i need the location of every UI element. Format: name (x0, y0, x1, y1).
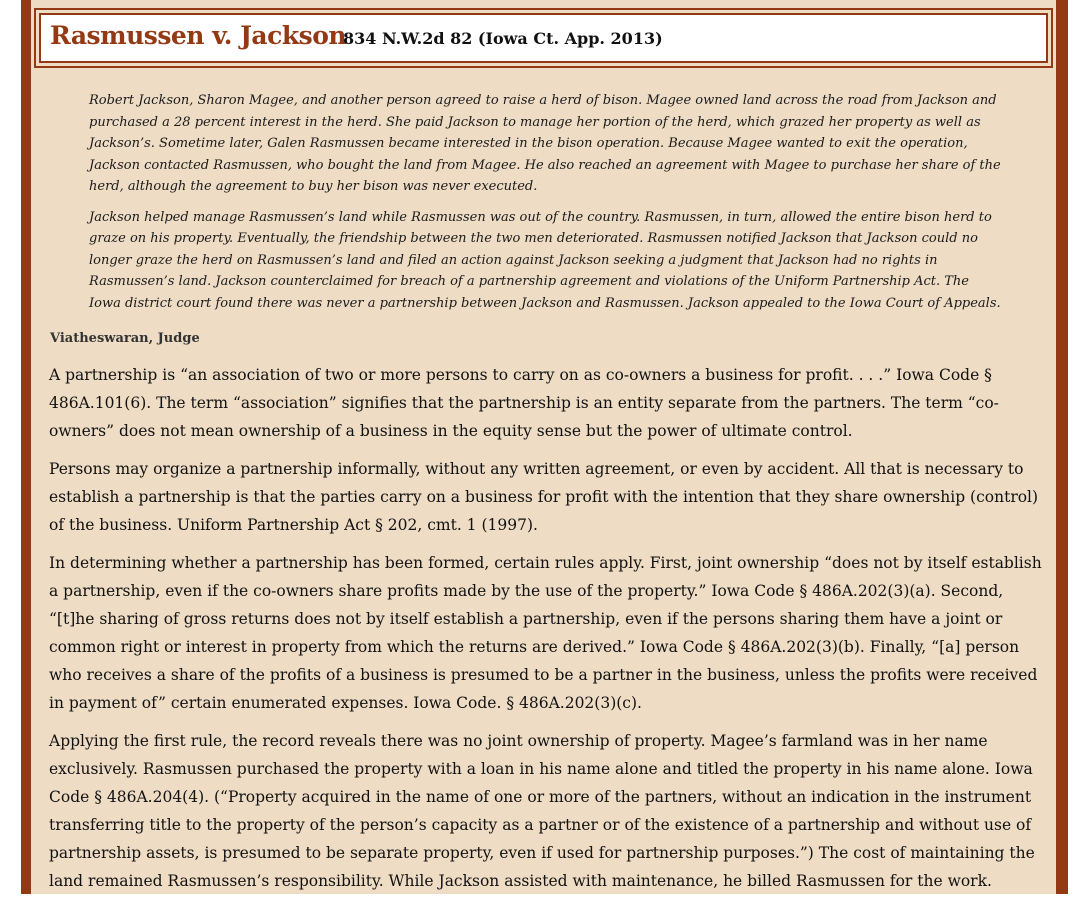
judge-name: Viatheswaran, Judge (50, 331, 200, 346)
opinion-text (49, 361, 1049, 905)
opinion-paragraph: A partnership is “an association of two or more persons to carry on as co-owners a business for profit. . . .” Iowa Code § 486A.101(6). The term “association” signifies that the partnership is an entity separate from the partners. The term “co-owners” does not mean ownership of a business in the equity sense but the power of ultimate control. (49, 366, 999, 440)
summary-paragraph: Jackson helped manage Rasmussen’s land while Rasmussen was out of the country. Rasmussen, in turn, allowed the entire bison herd to graze on his property. Eventually, the friendship between the two men deteriorated. Rasmussen notified Jackson that Jackson could no longer graze the herd on Rasmussen’s land and filed an action against Jackson seeking a judgment that Jackson had no rights in Rasmussen’s land. Jackson counterclaimed for breach of a partnership agreement and violations of the Uniform Partnership Act. The Iowa district court found there was never a partnership between Jackson and Rasmussen. Jackson appealed to the Iowa Court of Appeals. (89, 209, 1001, 311)
case-title: Rasmussen v. Jackson (50, 21, 347, 50)
opinion-paragraph: Persons may organize a partnership informally, without any written agreement, or even by accident. All that is necessary to establish a partnership is that the parties carry on a business for profit with the intention that they share ownership (control) of the business. Uniform Partnership Act § 202, cmt. 1 (1997). (49, 460, 1039, 534)
case-header-inner (39, 13, 1048, 63)
case-citation: 834 N.W.2d 82 (Iowa Ct. App. 2013) (343, 29, 663, 48)
opinion-paragraph: In determining whether a partnership has been formed, certain rules apply. First, joint ownership “does not by itself establish a partnership, even if the co-owners share profits made by the use of the property.” Iowa Code § 486A.202(3)(a). Second, “[t]he sharing of gross returns does not by itself establish a partnership, even if the persons sharing them have a joint or common right or interest in property from which the returns are derived.” Iowa Code § 486A.202(3)(b). Finally, “[a] person who receives a share of the profits of a business is presumed to be a partner in the business, unless the profits were received in payment of” certain enumerated expenses. Iowa Code. § 486A.202(3)(c). (49, 554, 1042, 712)
case-header (34, 8, 1053, 68)
case-summary (89, 90, 1001, 323)
case-page (21, 0, 1068, 894)
opinion-paragraph: Applying the first rule, the record reveals there was no joint ownership of property. Magee’s farmland was in her name exclusively. Rasmussen purchased the property with a loan in his name alone and titled the property in his name alone. Iowa Code § 486A.204(4). (“Property acquired in the name of one or more of the partners, without an indication in the instrument transferring title to the property of the person’s capacity as a partner or of the existence of a partnership and without use of partnership assets, is presumed to be separate property, even if used for partnership purposes.”) The cost of maintaining the land remained Rasmussen’s responsibility. While Jackson assisted with maintenance, he billed Rasmussen for the work. (49, 732, 1035, 890)
summary-paragraph: Robert Jackson, Sharon Magee, and another person agreed to raise a herd of bison. Magee owned land across the road from Jackson and purchased a 28 percent interest in the herd. She paid Jackson to manage her portion of the herd, which grazed her property as well as Jackson’s. Sometime later, Galen Rasmussen became interested in the bison operation. Because Magee wanted to exit the operation, Jackson contacted Rasmussen, who bought the land from Magee. He also reached an agreement with Magee to purchase her share of the herd, although the agreement to buy her bison was never executed. (89, 93, 1001, 194)
case-content (31, 0, 1056, 894)
